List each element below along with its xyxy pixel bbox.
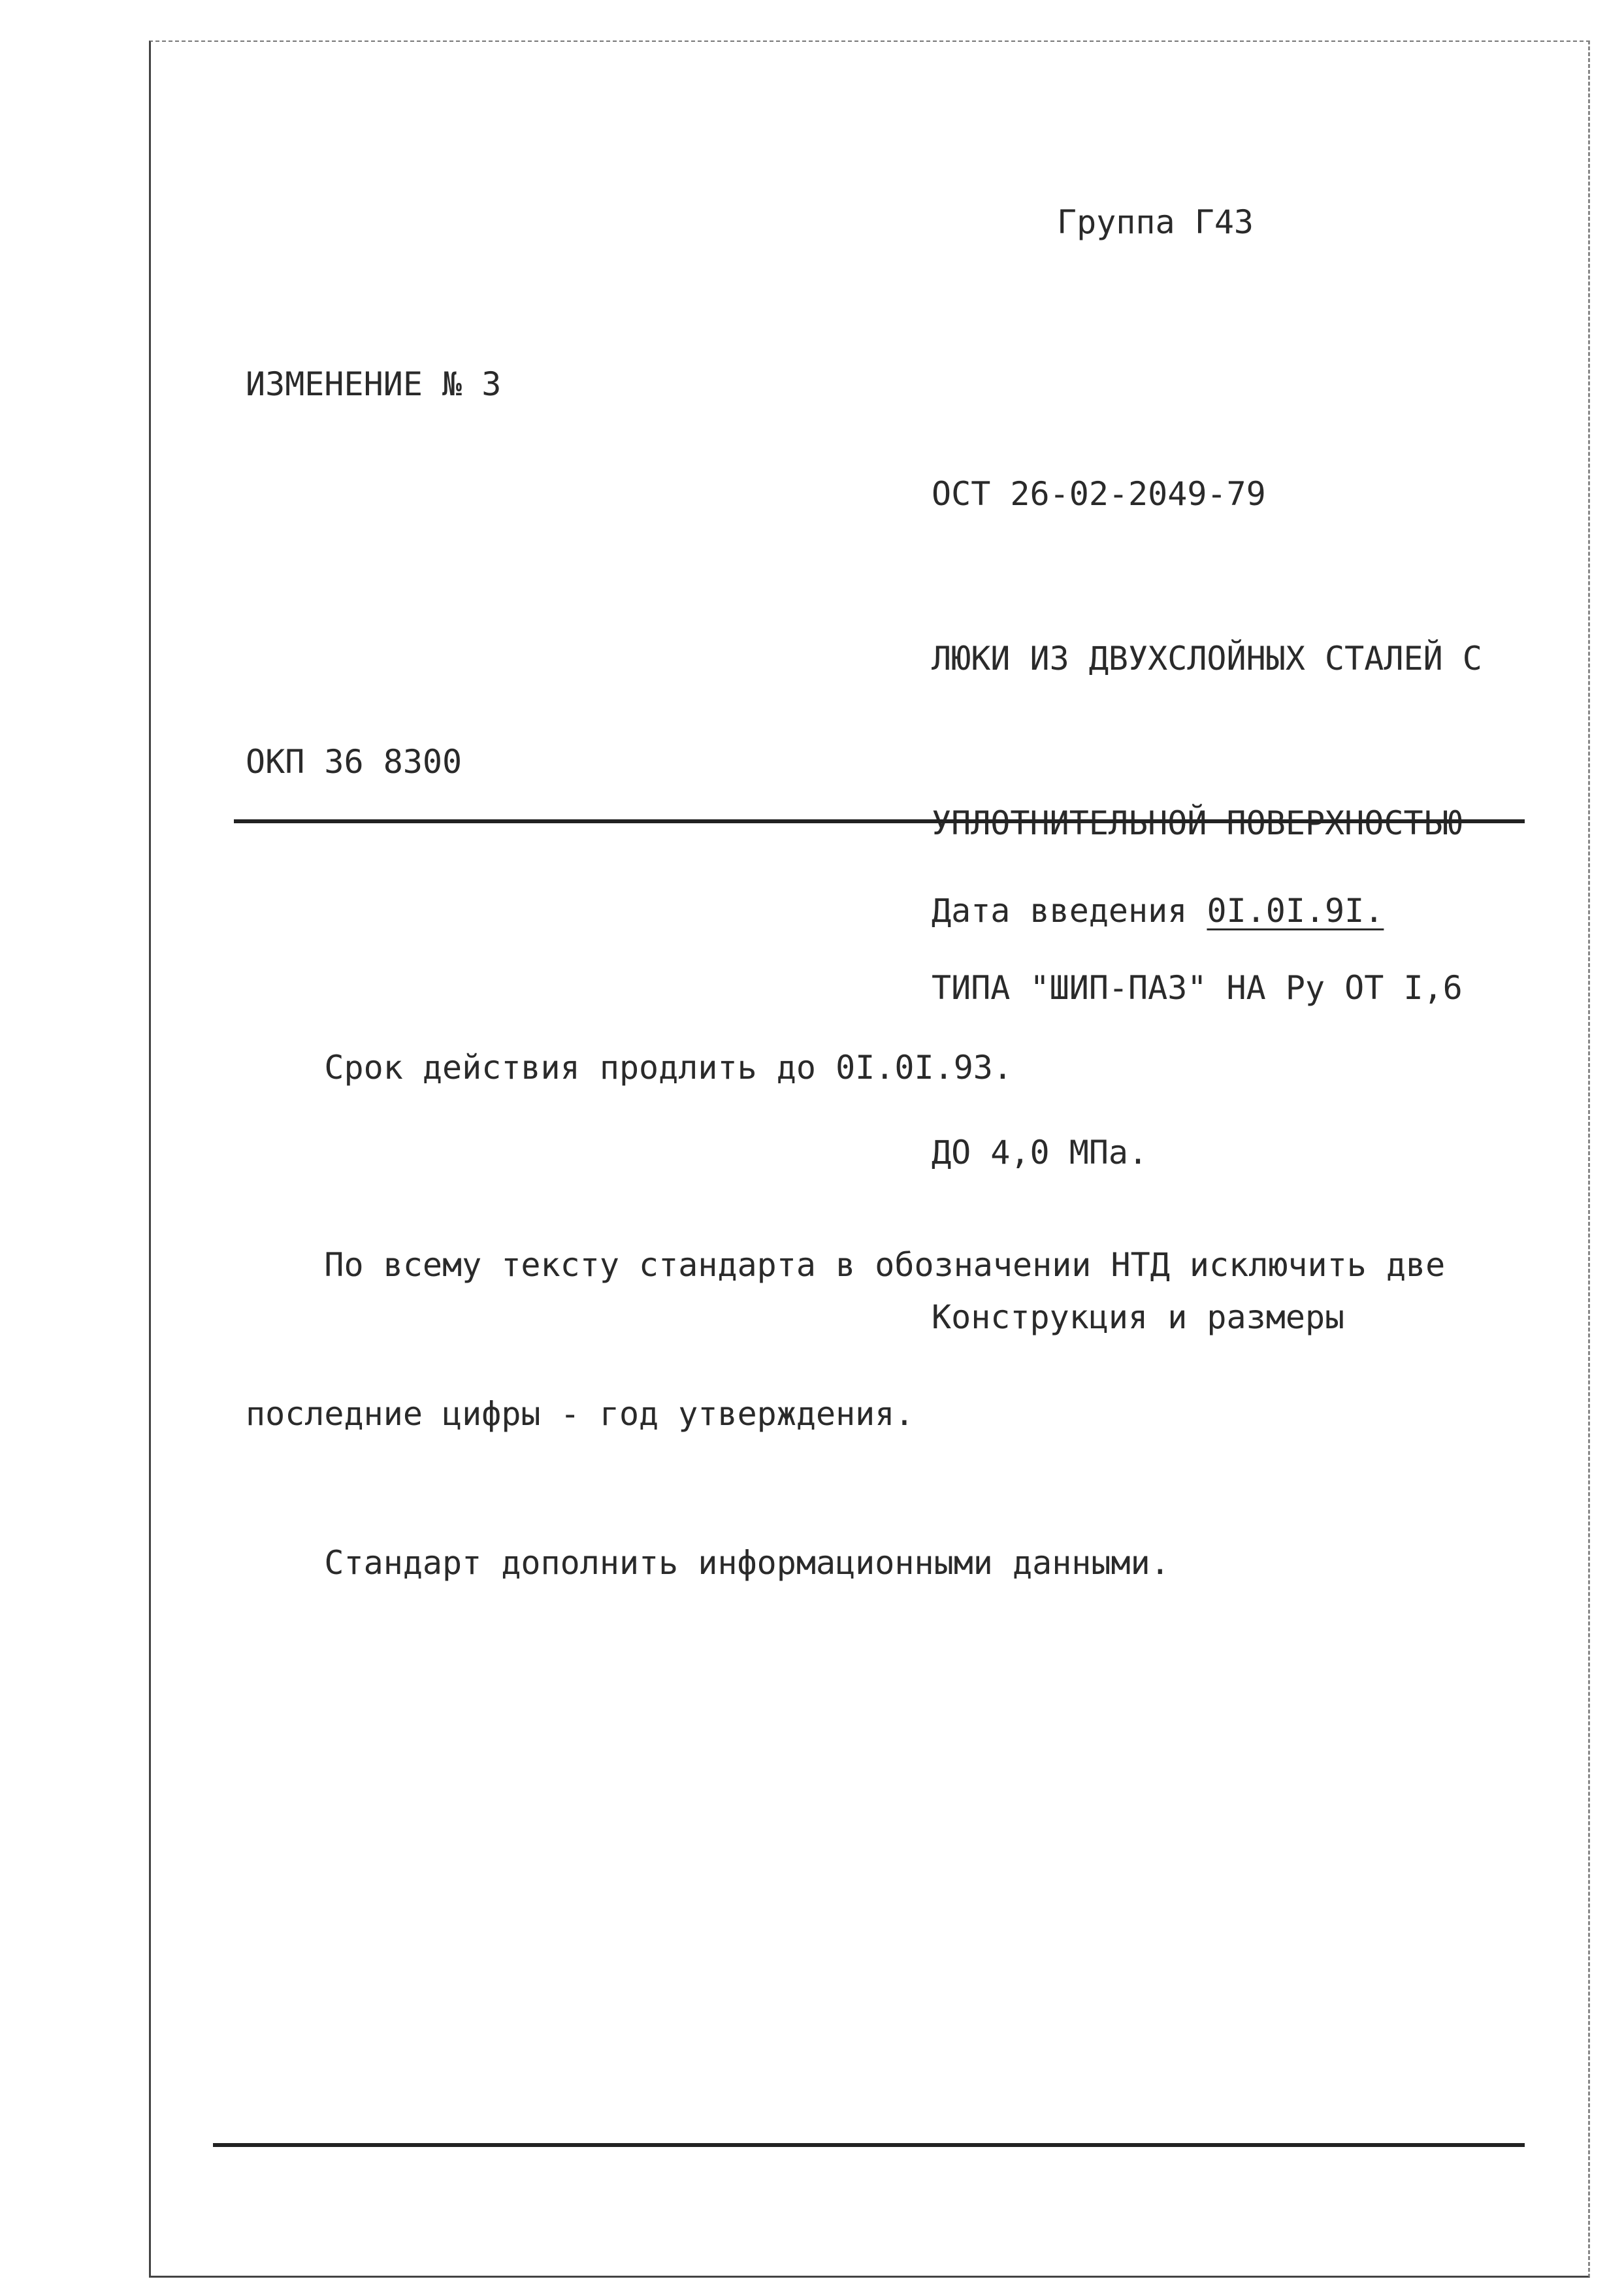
- validity-paragraph: Срок действия продлить до 0I.0I.93.: [246, 1049, 1013, 1087]
- standard-subtitle: Конструкция и размеры: [932, 1298, 1345, 1336]
- bottom-divider: [213, 2143, 1525, 2147]
- amendment-line: Стандарт дополнить информационными данными.: [246, 1544, 1170, 1582]
- standard-title-line: УПЛОТНИТЕЛЬНОЙ ПОВЕРХНОСТЬЮ: [932, 804, 1463, 842]
- top-divider: [234, 819, 1525, 823]
- date-value: 0I.0I.9I.: [1207, 892, 1384, 930]
- introduction-date: [932, 883, 1384, 938]
- standard-title-line: ЛЮКИ ИЗ ДВУХСЛОЙНЫХ СТАЛЕЙ С: [932, 640, 1482, 678]
- standard-title-line: ДО 4,0 МПа.: [932, 1134, 1148, 1172]
- standard-title-line: ТИПА "ШИП-ПАЗ" НА Ру ОТ I,6: [932, 969, 1463, 1007]
- okp-code: ОКП 36 8300: [246, 743, 463, 781]
- change-number: ИЗМЕНЕНИЕ № 3: [246, 365, 502, 403]
- amendment-paragraph: [246, 1141, 1445, 1637]
- date-label: Дата введения: [932, 892, 1207, 930]
- standard-number: ОСТ 26-02-2049-79: [932, 475, 1266, 513]
- group-code: Группа Г43: [1057, 203, 1254, 241]
- amendment-line: По всему тексту стандарта в обозначении НТД исключить две: [246, 1246, 1446, 1284]
- amendment-line: последние цифры - год утверждения.: [246, 1395, 915, 1433]
